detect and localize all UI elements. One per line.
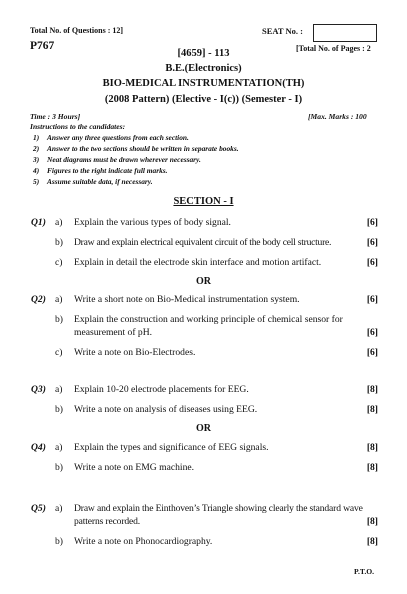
pattern: (2008 Pattern) (Elective - I(c)) (Semester - I) [104,94,303,105]
marks: [8] [366,536,378,547]
question-text: Write a short note on Bio-Medical instrumentation system. [74,294,300,305]
question-text: Write a note on analysis of diseases using EEG. [74,404,258,415]
part-label: b) [55,404,63,415]
question-text: Explain the various types of body signal. [74,217,231,228]
paper-code: P767 [30,40,55,52]
question-text: Write a note on Bio-Electrodes. [74,347,196,358]
or-divider: OR [196,423,211,434]
or-divider: OR [196,276,211,287]
marks: [6] [366,327,378,338]
question-number: Q1) [31,217,46,228]
total-questions: Total No. of Questions : 12] [30,26,124,35]
pto-label: P.T.O. [354,567,375,576]
exam-code: [4659] - 113 [177,48,230,59]
question-text: Write a note on EMG machine. [74,462,195,473]
instructions-heading: Instructions to the candidates: [30,122,126,131]
question-text: Explain in detail the electrode skin interface and motion artifact. [74,257,322,268]
question-text: Draw and explain the Einthoven’s Triangle showing clearly the standard wave patterns recorded. [74,503,363,527]
question-text: Write a note on Phonocardiography. [74,536,213,547]
part-label: a) [55,217,63,228]
marks: [6] [366,217,378,228]
marks: [6] [366,294,378,305]
question-text: Draw and explain electrical equivalent circuit of the body cell structure. [74,237,332,248]
part-label: b) [55,314,63,325]
section-title: SECTION - I [173,196,234,207]
marks: [8] [366,462,378,473]
part-label: b) [55,536,63,547]
question-text: Explain the construction and working principle of chemical sensor for measurement of pH. [74,314,343,338]
part-label: c) [55,257,63,268]
part-label: a) [55,503,63,514]
question-number: Q3) [31,384,46,395]
marks: [6] [366,347,378,358]
instruction-item: 2) Answer to the two sections should be written in separate books. [33,144,239,153]
marks: [8] [366,442,378,453]
marks: [6] [366,257,378,268]
part-label: a) [55,294,63,305]
part-label: c) [55,347,63,358]
degree: B.E.(Electronics) [165,63,242,74]
total-pages: [Total No. of Pages : 2 [296,44,371,53]
instruction-item: 4) Figures to the right indicate full marks. [33,166,168,175]
part-label: a) [55,442,63,453]
part-label: a) [55,384,63,395]
instruction-item: 5) Assume suitable data, if necessary. [33,177,153,186]
marks: [8] [366,384,378,395]
part-label: b) [55,462,63,473]
instruction-item: 1) Answer any three questions from each section. [33,133,189,142]
part-label: b) [55,237,63,248]
time-label: Time : 3 Hours] [30,112,81,121]
question-number: Q5) [31,503,46,514]
question-text: Explain the types and significance of EEG signals. [74,442,269,453]
marks: [8] [366,404,378,415]
marks: [8] [366,516,378,527]
marks: [6] [366,237,378,248]
max-marks-label: [Max. Marks : 100 [308,112,367,121]
question-number: Q2) [31,294,46,305]
question-number: Q4) [31,442,46,453]
seat-no-label: SEAT No. : [262,26,304,36]
seat-no-box [313,24,377,42]
instruction-item: 3) Neat diagrams must be drawn wherever necessary. [33,155,201,164]
subject-title: BIO-MEDICAL INSTRUMENTATION(TH) [102,78,305,89]
question-text: Explain 10-20 electrode placements for EEG. [74,384,249,395]
